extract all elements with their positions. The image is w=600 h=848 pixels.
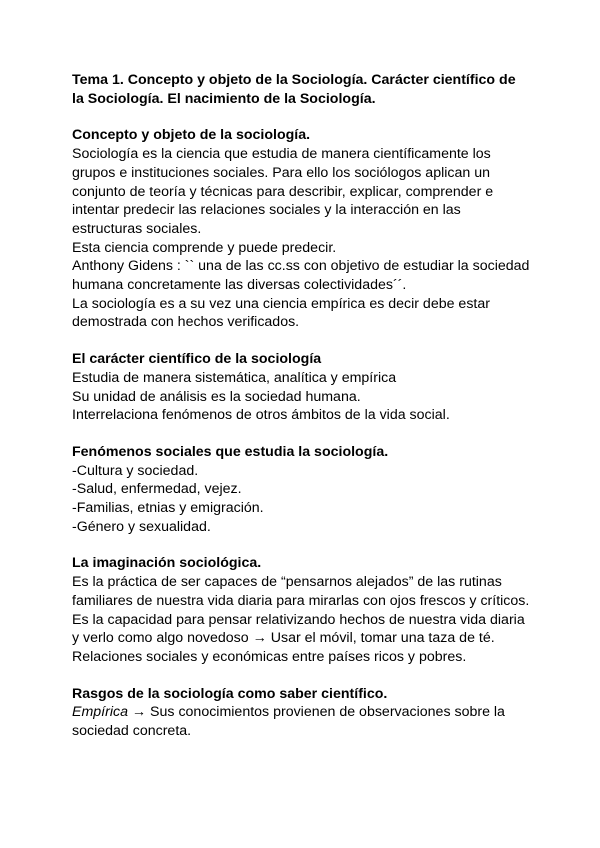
section-heading: Concepto y objeto de la sociología. [72, 127, 311, 144]
paragraph-line: Es la práctica de ser capaces de “pensarnos alejados” de las rutinas [72, 574, 502, 591]
document-body [72, 71, 532, 741]
paragraph-line: estructuras sociales. [72, 220, 202, 237]
paragraph-line: Anthony Gidens : `` una de las cc.ss con objetivo de estudiar la sociedad [72, 258, 530, 275]
paragraph-line: Es la capacidad para pensar relativizando hechos de nuestra vida diaria [72, 611, 525, 628]
paragraph-line: y verlo como algo novedoso → Usar el móvil, tomar una taza de té. [72, 630, 495, 647]
document-title [72, 71, 532, 108]
paragraph-line: Relaciones sociales y económicas entre países ricos y pobres. [72, 648, 467, 665]
list-item: -Salud, enfermedad, vejez. [72, 481, 242, 498]
section-imaginacion-sociologica [72, 554, 532, 666]
paragraph-line: La sociología es a su vez una ciencia empírica es decir debe estar [72, 295, 490, 312]
paragraph-text: → Sus conocimientos provienen de observaciones sobre la [127, 704, 505, 721]
paragraph-line: familiares de nuestra vida diaria para mirarlas con ojos frescos y críticos. [72, 592, 530, 609]
paragraph-line: demostrada con hechos verificados. [72, 314, 300, 331]
italic-term: Empírica [72, 704, 128, 721]
section-rasgos-saber-cientifico [72, 685, 532, 741]
paragraph-line: intentar predecir las relaciones sociales y la interacción en las [72, 202, 461, 219]
list-item: -Género y sexualidad. [72, 518, 211, 535]
paragraph-line: conjunto de teoría y técnicas para describir, explicar, comprender e [72, 183, 494, 200]
paragraph-line: Esta ciencia comprende y puede predecir. [72, 239, 337, 256]
section-caracter-cientifico [72, 350, 532, 425]
section-heading: La imaginación sociológica. [72, 555, 262, 572]
title-line: la Sociología. El nacimiento de la Sociología. [72, 90, 376, 107]
paragraph-line: sociedad concreta. [72, 723, 192, 740]
paragraph-line: Su unidad de análisis es la sociedad humana. [72, 388, 361, 405]
paragraph-line [72, 703, 532, 722]
section-heading: Fenómenos sociales que estudia la sociología. [72, 443, 389, 460]
section-fenomenos-sociales [72, 443, 532, 537]
paragraph-line: Sociología es la ciencia que estudia de manera científicamente los [72, 146, 491, 163]
list-item: -Familias, etnias y emigración. [72, 500, 264, 517]
paragraph-line: grupos e instituciones sociales. Para ello los sociólogos aplican un [72, 164, 490, 181]
section-heading: Rasgos de la sociología como saber científico. [72, 685, 388, 702]
paragraph-line: humana concretamente las diversas colectividades´´. [72, 277, 407, 294]
section-heading: El carácter científico de la sociología [72, 351, 322, 368]
paragraph-line: Interrelaciona fenómenos de otros ámbitos de la vida social. [72, 407, 450, 424]
section-concepto-objeto [72, 126, 532, 332]
title-line: Tema 1. Concepto y objeto de la Sociología. Carácter científico de [72, 72, 516, 88]
paragraph-line: Estudia de manera sistemática, analítica y empírica [72, 369, 397, 386]
list-item: -Cultura y sociedad. [72, 462, 199, 479]
